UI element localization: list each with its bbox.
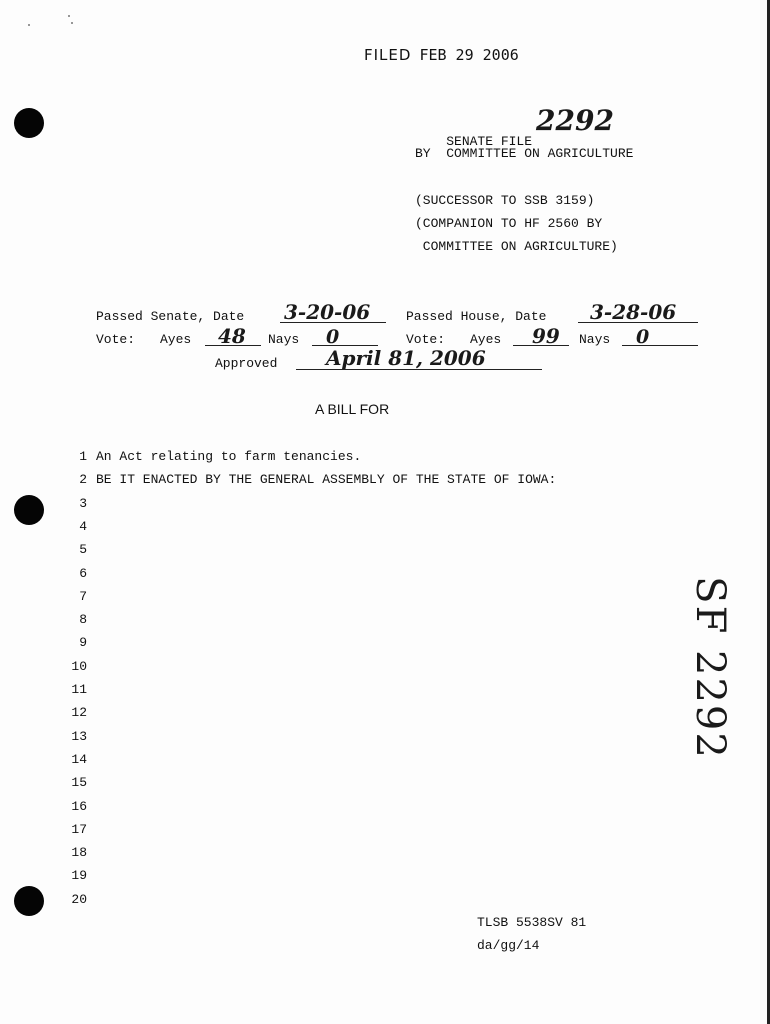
passed-senate-date: 3-20-06 — [284, 300, 371, 324]
senate-vote-label: Vote: — [96, 332, 136, 347]
senate-nays-label: Nays — [268, 332, 300, 347]
scan-speck — [68, 15, 70, 17]
passed-house-label: Passed House, Date — [406, 309, 547, 324]
line-number: 20 — [71, 891, 87, 907]
line-number: 14 — [71, 751, 87, 767]
approved-label: Approved — [215, 356, 278, 371]
punch-hole-top — [14, 108, 44, 138]
line-text: BE IT ENACTED BY THE GENERAL ASSEMBLY OF THE STATE OF IOWA: — [96, 472, 557, 488]
line-number: 9 — [79, 635, 87, 651]
senate-ayes-count: 48 — [218, 324, 246, 348]
senate-nays-count: 0 — [326, 326, 340, 348]
punch-hole-middle — [14, 495, 44, 525]
house-vote-label: Vote: — [406, 332, 446, 347]
line-number: 7 — [79, 588, 87, 604]
line-number: 15 — [71, 775, 87, 791]
line-number: 18 — [71, 845, 87, 861]
sponsor-line: BY COMMITTEE ON AGRICULTURE — [415, 146, 634, 161]
scan-speck — [71, 22, 73, 24]
senate-file-label: SENATE FILE — [446, 134, 533, 149]
approved-date: April 81, 2006 — [326, 346, 486, 370]
house-nays-underline — [622, 345, 698, 346]
filed-date: FEB 29 2006 — [419, 46, 519, 64]
line-number: 3 — [79, 495, 87, 511]
passed-house-date: 3-28-06 — [590, 300, 677, 324]
house-nays-count: 0 — [636, 326, 650, 348]
line-number: 8 — [79, 612, 87, 628]
line-number: 2 — [79, 472, 87, 488]
senate-file-number: 2292 — [536, 104, 614, 137]
bill-title: A BILL FOR — [315, 401, 390, 417]
passed-senate-label: Passed Senate, Date — [96, 309, 245, 324]
line-number: 5 — [79, 542, 87, 558]
line-number: 17 — [71, 821, 87, 837]
line-number: 19 — [71, 868, 87, 884]
line-number: 13 — [71, 728, 87, 744]
filed-label: FILED — [364, 46, 412, 64]
successor-line: (SUCCESSOR TO SSB 3159) — [415, 193, 595, 208]
footer-code: TLSB 5538SV 81 — [477, 915, 587, 930]
line-number: 16 — [71, 798, 87, 814]
senate-ayes-label: Ayes — [160, 332, 192, 347]
house-nays-label: Nays — [579, 332, 611, 347]
house-ayes-label: Ayes — [470, 332, 502, 347]
margin-note: SF 2292 — [686, 576, 733, 760]
filed-stamp — [364, 46, 519, 65]
footer-initials: da/gg/14 — [477, 938, 540, 953]
line-number: 6 — [79, 565, 87, 581]
line-number: 4 — [79, 518, 87, 534]
companion-line-1: (COMPANION TO HF 2560 BY — [415, 216, 603, 231]
line-number: 10 — [71, 658, 87, 674]
house-ayes-count: 99 — [532, 324, 560, 348]
line-number: 12 — [71, 705, 87, 721]
line-number: 11 — [71, 682, 87, 697]
punch-hole-bottom — [14, 886, 44, 916]
line-text: An Act relating to farm tenancies. — [96, 449, 362, 464]
scan-speck — [28, 24, 30, 26]
companion-line-2: COMMITTEE ON AGRICULTURE) — [415, 239, 618, 254]
line-number: 1 — [79, 449, 87, 464]
